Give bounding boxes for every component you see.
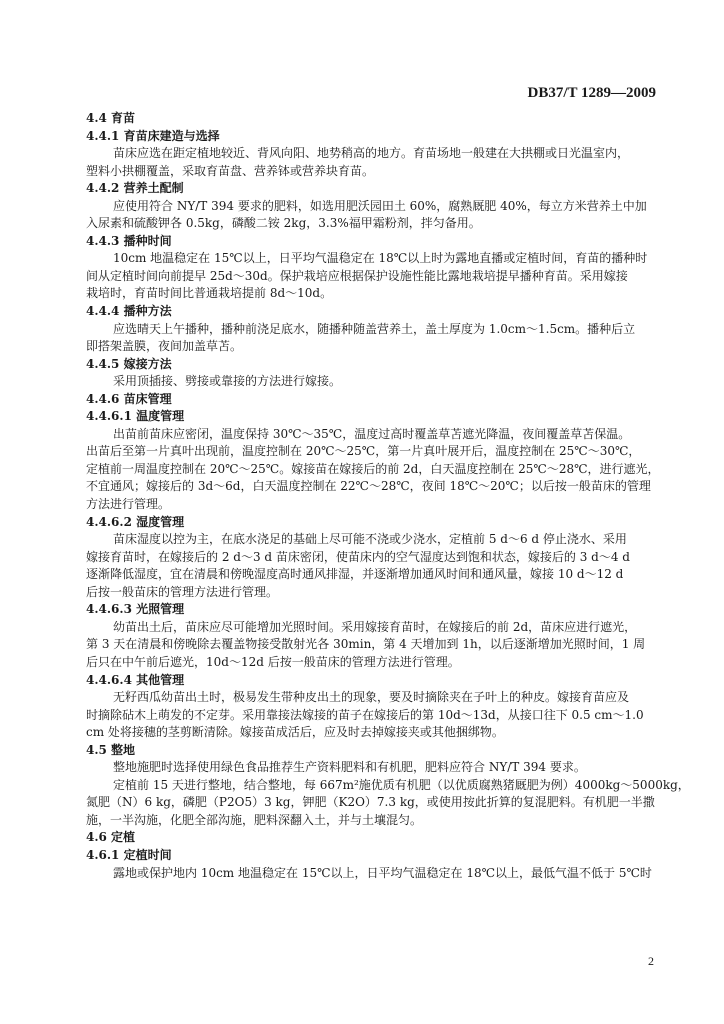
body-text-line: 后按一般苗床的管理方法进行管理。: [86, 584, 279, 599]
body-text-line: 不宜通风；嫁接后的 3d～6d，白天温度控制在 22℃～28℃，夜间 18℃～20℃；以后按一般苗床的管理: [86, 479, 651, 494]
section-heading: 4.4.6 苗床管理: [86, 391, 172, 406]
body-text-line: 第 3 天在清晨和傍晚除去覆盖物接受散射光各 30min，第 4 天增加到 1h，以后逐渐增加光照时间，1 周: [86, 637, 646, 652]
body-text-line: 间从定植时间向前提早 25d～30d。保护栽培应根据保护设施性能比露地栽培提早播种育苗。采用嫁接: [86, 268, 628, 283]
body-text-line: 出苗后至第一片真叶出现前，温度控制在 20℃～25℃，第一片真叶展开后，温度控制在 25℃～30℃，: [86, 444, 641, 459]
section-heading: 4.4.6.3 光照管理: [86, 602, 185, 617]
section-heading: 4.5 整地: [86, 742, 136, 757]
body-text-line: 应选晴天上午播种，播种前浇足底水，随播种随盖营养土，盖土厚度为 1.0cm～1.5cm。播种后立: [113, 321, 636, 336]
section-heading: 4.4 育苗: [86, 111, 136, 125]
section-heading: 4.6.1 定植时间: [86, 847, 172, 862]
section-heading: 4.4.4 播种方法: [86, 304, 172, 319]
body-text-line: 露地或保护地内 10cm 地温稳定在 15℃以上，日平均气温稳定在 18℃以上，最低气温不低于 5℃时: [113, 865, 652, 880]
section-heading: 4.4.6.4 其他管理: [86, 672, 185, 687]
body-text-line: 出苗前苗床应密闭，温度保持 30℃～35℃，温度过高时覆盖草苫遮光降温，夜间覆盖草苫保温。: [113, 426, 631, 441]
body-text-line: 施，一半沟施，化肥全部沟施，肥料深翻入土，并与土壤混匀。: [86, 812, 423, 827]
body-text-line: 应使用符合 NY/T 394 要求的肥料，如选用肥沃园田土 60%，腐熟厩肥 40%，每立方米营养土中加: [113, 198, 647, 213]
body-text-line: cm 处将接穗的茎剪断清除。嫁接苗成活后，应及时去掉嫁接夹或其他捆绑物。: [86, 725, 504, 740]
body-text-line: 入尿素和硫酸钾各 0.5kg，磷酸二铵 2kg，3.3%福甲霜粉剂，拌匀备用。: [86, 216, 481, 231]
body-text-line: 10cm 地温稳定在 15℃以上，日平均气温稳定在 18℃以上时为露地直播或定植时间，育苗的播种时: [113, 251, 648, 266]
body-text-line: 苗床应选在距定植地较近、背风向阳、地势稍高的地方。育苗场地一般建在大拱棚或日光温室内，: [113, 146, 630, 161]
body-text-line: 方法进行管理。: [86, 497, 171, 512]
body-text-line: 定植前 15 天进行整地，结合整地，每 667m²施优质有机肥（以优质腐熟猪厩肥为例）4000kg～5000kg，: [113, 777, 690, 792]
body-text-line: 氮肥（N）6 kg，磷肥（P2O5）3 kg，钾肥（K2O）7.3 kg，或使用按此折算的复混肥料。有机肥一半撒: [86, 795, 655, 810]
body-text-line: 定植前一周温度控制在 20℃～25℃。嫁接苗在嫁接后的前 2d，白天温度控制在 25℃～28℃，进行遮光，: [86, 461, 660, 476]
body-text-line: 时摘除砧木上萌发的不定芽。采用靠接法嫁接的苗子在嫁接后的第 10d～13d，从接口往下 0.5 cm～1.0: [86, 707, 644, 722]
body-text-line: 苗床湿度以控为主，在底水浇足的基础上尽可能不浇或少浇水，定植前 5 d～6 d 停止浇水、采用: [113, 532, 627, 547]
body-text-line: 后只在中午前后遮光，10d～12d 后按一般苗床的管理方法进行管理。: [86, 654, 460, 669]
section-heading: 4.4.1 育苗床建造与选择: [86, 128, 220, 143]
document-code: DB37/T 1289—2009: [527, 85, 656, 101]
body-text-line: 栽培时，育苗时间比普通栽培提前 8d～10d。: [86, 286, 333, 301]
body-text-line: 幼苗出土后，苗床应尽可能增加光照时间。采用嫁接育苗时，在嫁接后的前 2d，苗床应进行遮光，: [113, 619, 637, 634]
section-heading: 4.6 定植: [86, 830, 136, 845]
body-text-line: 无籽西瓜幼苗出土时，极易发生带种皮出土的现象，要及时摘除夹在子叶上的种皮。嫁接育苗应及: [113, 690, 630, 705]
section-heading: 4.4.6.2 湿度管理: [86, 514, 185, 529]
document-body: [86, 110, 690, 882]
section-heading: 4.4.5 嫁接方法: [86, 356, 172, 371]
body-text-line: 即搭架盖膜，夜间加盖草苫。: [86, 339, 243, 354]
body-text-line: 采用顶插接、劈接或靠接的方法进行嫁接。: [113, 374, 342, 389]
body-text-line: 嫁接育苗时，在嫁接后的 2 d～3 d 苗床密闭，使苗床内的空气湿度达到饱和状态，嫁接后的 3 d～4 d: [86, 549, 630, 564]
section-heading: 4.4.2 营养土配制: [86, 181, 184, 196]
body-text-line: 整地施肥时选择使用绿色食品推荐生产资料肥料和有机肥，肥料应符合 NY/T 394 要求。: [113, 760, 586, 775]
page-number: 2: [648, 954, 654, 968]
body-text-line: 逐渐降低湿度，宜在清晨和傍晚湿度高时通风排湿，并逐渐增加通风时间和通风量，嫁接 10 d～12 d: [86, 567, 624, 582]
section-heading: 4.4.3 播种时间: [86, 233, 172, 248]
body-text-line: 塑料小拱棚覆盖，采取育苗盘、营养钵或营养块育苗。: [86, 163, 375, 178]
section-heading: 4.4.6.1 温度管理: [86, 409, 185, 424]
